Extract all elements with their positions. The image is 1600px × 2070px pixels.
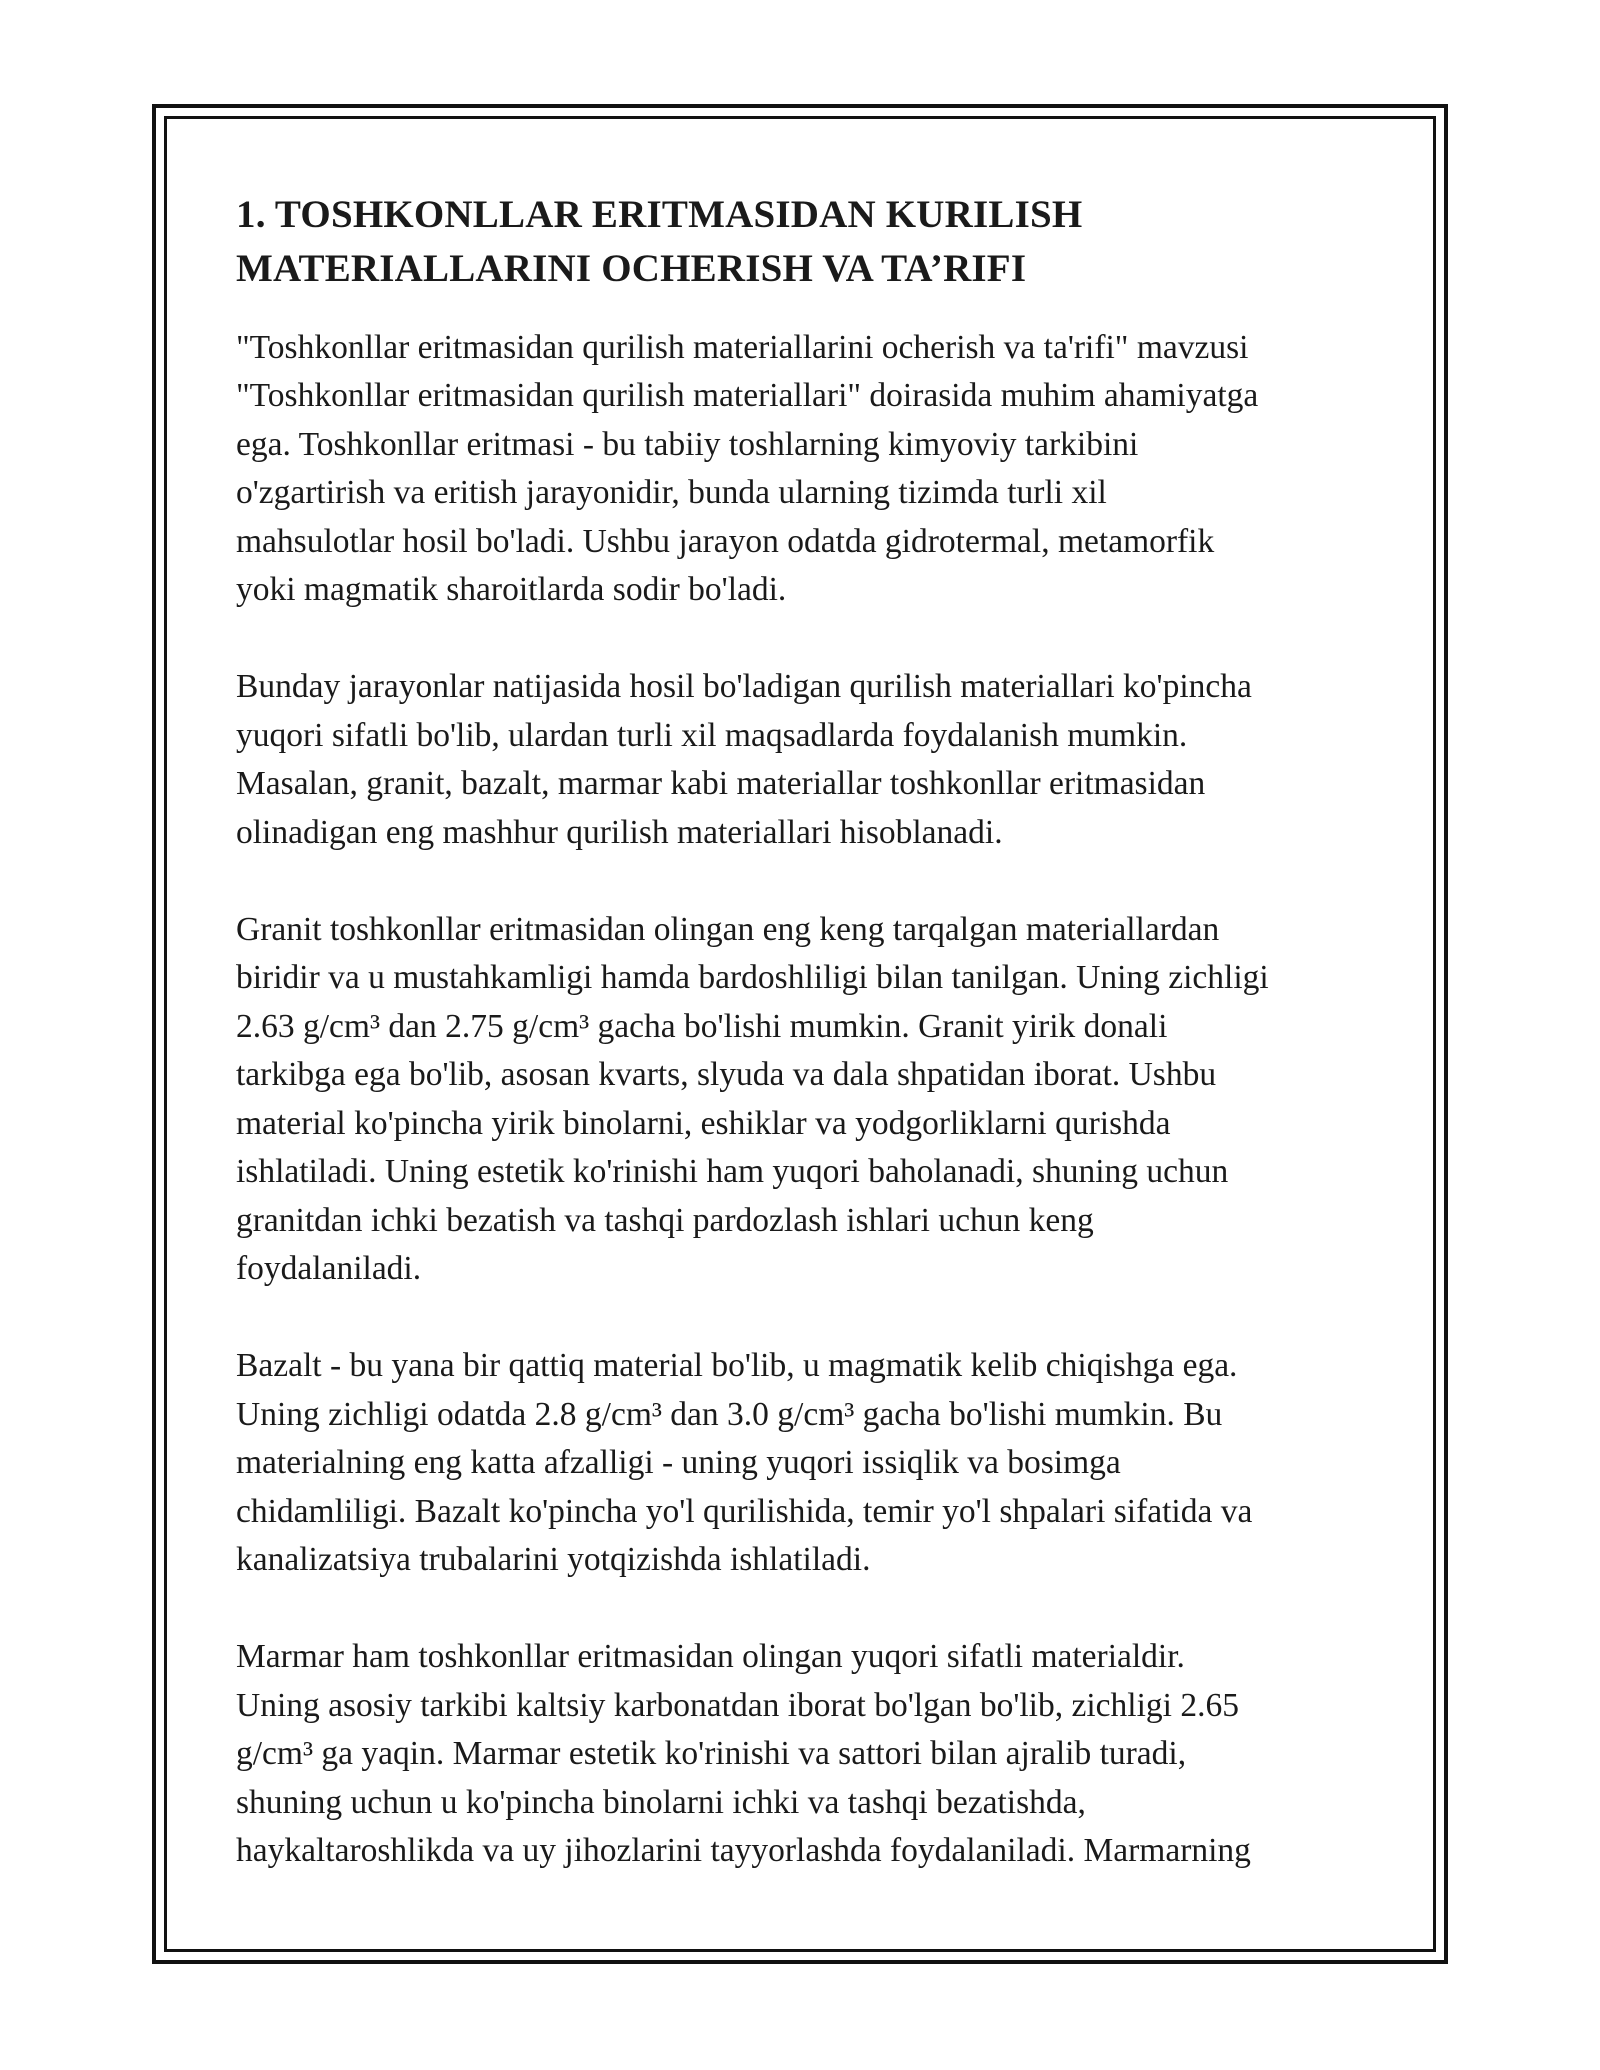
section-title — [236, 188, 1376, 296]
text-line: foydalaniladi. — [236, 1249, 422, 1287]
text-line: Uning asosiy tarkibi kaltsiy karbonatdan iborat bo'lgan bo'lib, zichligi 2.65 — [236, 1686, 1239, 1724]
text-line: Bazalt - bu yana bir qattiq material bo'lib, u magmatik kelib chiqishga ega. — [236, 1347, 1238, 1385]
text-line: Marmar ham toshkonllar eritmasidan olingan yuqori sifatli materialdir. — [236, 1638, 1185, 1676]
text-line: chidamliligi. Bazalt ko'pincha yo'l qurilishida, temir yo'l shpalari sifatida va — [236, 1492, 1253, 1530]
text-line: mahsulotlar hosil bo'ladi. Ushbu jarayon odatda gidrotermal, metamorfik — [236, 522, 1215, 560]
text-line: materialning eng katta afzalligi - uning yuqori issiqlik va bosimga — [236, 1444, 1121, 1482]
document-content — [236, 188, 1376, 1924]
paragraph-granite — [236, 906, 1376, 1293]
text-line: yuqori sifatli bo'lib, ulardan turli xil maqsadlarda foydalanish mumkin. — [236, 716, 1188, 754]
text-line: ishlatiladi. Uning estetik ko'rinishi ham yuqori baholanadi, shuning uchun — [236, 1153, 1229, 1191]
text-line: biridir va u mustahkamligi hamda bardoshliligi bilan tanilgan. Uning zichligi — [236, 959, 1269, 997]
paragraph-marble — [236, 1633, 1376, 1875]
paragraph-materials — [236, 663, 1376, 857]
paragraph-basalt — [236, 1342, 1376, 1584]
text-line: yoki magmatik sharoitlarda sodir bo'ladi. — [236, 571, 787, 609]
text-line: tarkibga ega bo'lib, asosan kvarts, slyuda va dala shpatidan iborat. Ushbu — [236, 1056, 1217, 1094]
text-line: g/cm³ ga yaqin. Marmar estetik ko'rinishi va sattori bilan ajralib turadi, — [236, 1735, 1187, 1773]
text-line: "Toshkonllar eritmasidan qurilish materiallari" doirasida muhim ahamiyatga — [236, 377, 1259, 415]
text-line: o'zgartirish va eritish jarayonidir, bunda ularning tizimda turli xil — [236, 474, 1107, 512]
text-line: material ko'pincha yirik binolarni, eshiklar va yodgorliklarni qurishda — [236, 1104, 1171, 1142]
text-line: 2.63 g/cm³ dan 2.75 g/cm³ gacha bo'lishi mumkin. Granit yirik donali — [236, 1007, 1168, 1045]
text-line: haykaltaroshlikda va uy jihozlarini tayyorlashda foydalaniladi. Marmarning — [236, 1831, 1251, 1869]
text-line: ega. Toshkonllar eritmasi - bu tabiiy toshlarning kimyoviy tarkibini — [236, 425, 1139, 463]
text-line: shuning uchun u ko'pincha binolarni ichki va tashqi bezatishda, — [236, 1783, 1086, 1821]
text-line: olinadigan eng mashhur qurilish materiallari hisoblanadi. — [236, 813, 1003, 851]
text-line: Granit toshkonllar eritmasidan olingan eng keng tarqalgan materiallardan — [236, 911, 1220, 949]
text-line: "Toshkonllar eritmasidan qurilish materiallarini ocherish va ta'rifi" mavzusi — [236, 329, 1249, 366]
text-line: granitdan ichki bezatish va tashqi pardozlash ishlari uchun keng — [236, 1201, 1094, 1239]
paragraph-intro — [236, 324, 1376, 614]
section-title-line: MATERIALLARINI OCHERISH VA TA’RIFI — [236, 247, 1027, 290]
text-line: Bunday jarayonlar natijasida hosil bo'ladigan qurilish materiallari ko'pincha — [236, 668, 1252, 706]
section-title-line: 1. TOSHKONLLAR ERITMASIDAN KURILISH — [236, 193, 1083, 236]
text-line: Masalan, granit, bazalt, marmar kabi materiallar toshkonllar eritmasidan — [236, 765, 1206, 803]
text-line: Uning zichligi odatda 2.8 g/cm³ dan 3.0 g/cm³ gacha bo'lishi mumkin. Bu — [236, 1395, 1223, 1433]
text-line: kanalizatsiya trubalarini yotqizishda ishlatiladi. — [236, 1540, 871, 1578]
